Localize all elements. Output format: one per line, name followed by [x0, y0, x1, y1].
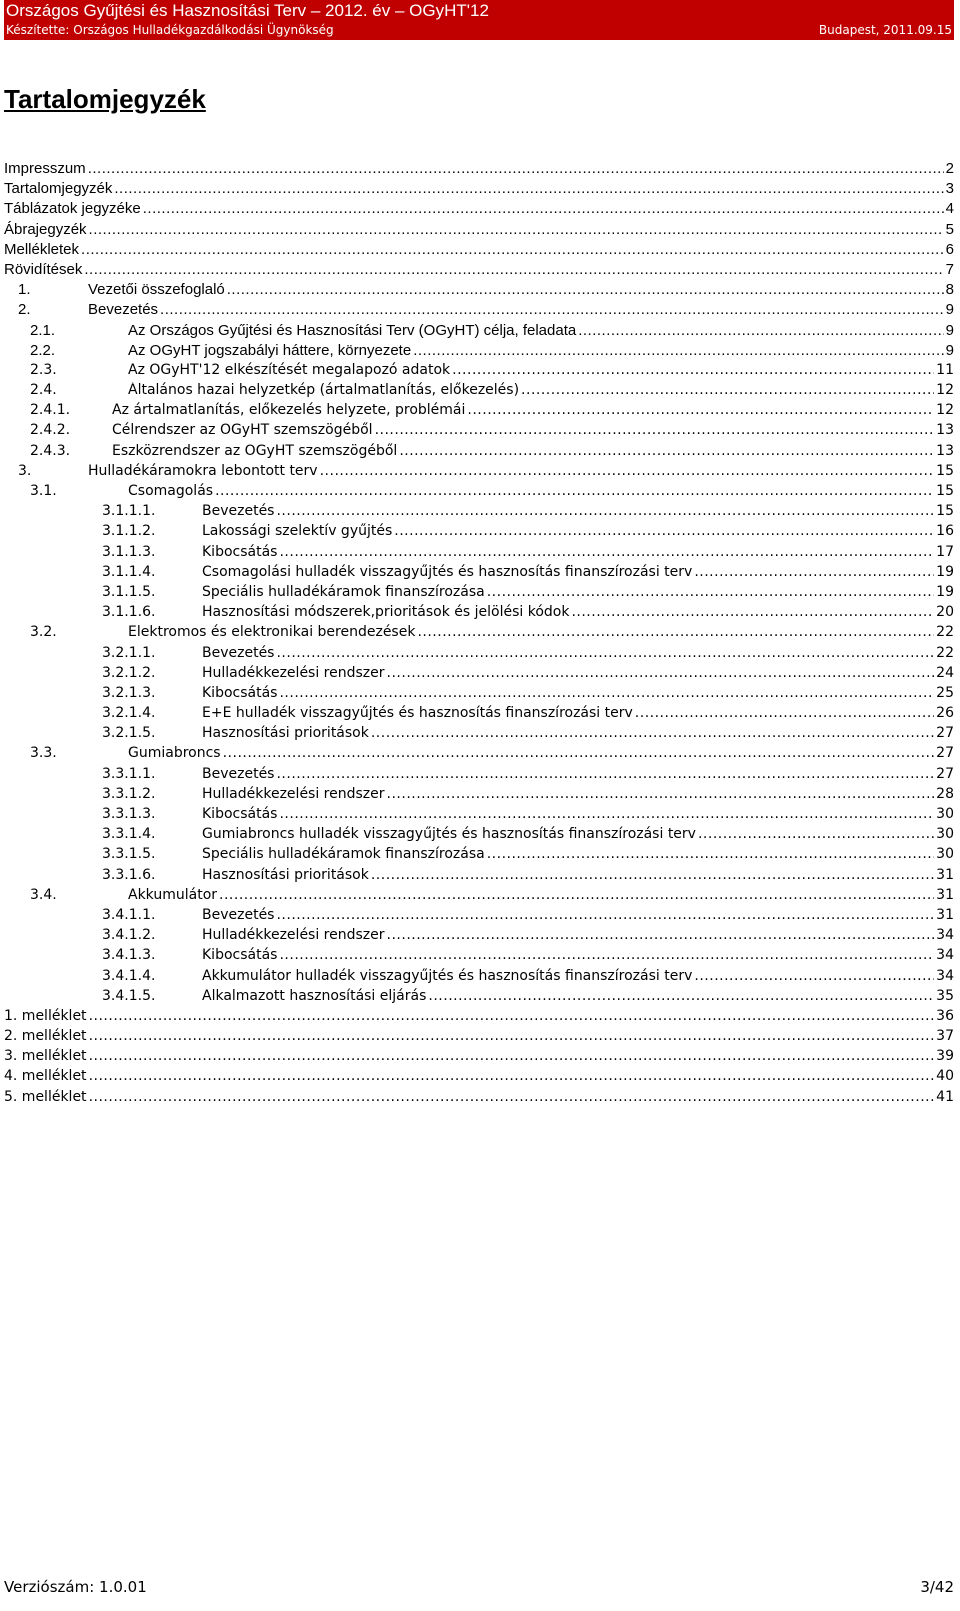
toc-entry-title[interactable]: Kibocsátás	[202, 543, 278, 560]
toc-entry-number: 3.3.1.5.	[102, 846, 156, 863]
toc-entry[interactable]	[4, 564, 954, 584]
toc-entry-page: 19	[936, 583, 954, 600]
toc-leader-dots	[698, 826, 934, 842]
toc-entry-number: 2.4.2.	[30, 422, 71, 439]
toc-entry-number: 3.4.1.1.	[102, 906, 156, 923]
toc-entry-number: 3.2.1.5.	[102, 725, 156, 742]
toc-entry-title[interactable]: Csomagolási hulladék visszagyűjtés és hasznosítás finanszírozási terv	[202, 563, 693, 580]
toc-entry-title[interactable]: Hasznosítási prioritások	[202, 866, 369, 883]
toc-entry[interactable]	[4, 927, 954, 947]
toc-entry-title[interactable]: Hulladékáramokra lebontott terv	[88, 462, 318, 479]
toc-entry-title[interactable]: Akkumulátor hulladék visszagyűjtés és hasznosítás finanszírozási terv	[202, 967, 693, 984]
toc-leader-dots	[487, 846, 934, 862]
toc-leader-dots	[487, 584, 934, 600]
toc-entry-number: 3.1.1.5.	[102, 583, 156, 600]
toc-entry-number: 3.3.	[30, 745, 57, 762]
toc-entry-title[interactable]: Bevezetés	[88, 301, 159, 319]
toc-entry-page: 36	[936, 1007, 954, 1024]
toc-entry-title[interactable]: 3. melléklet	[4, 1048, 87, 1065]
toc-entry-page: 6	[945, 240, 954, 258]
toc-entry-title[interactable]: Célrendszer az OGyHT szemszögéből	[112, 422, 373, 439]
toc-entry-title[interactable]: Impresszum	[4, 160, 86, 177]
document-title: Országos Gyűjtési és Hasznosítási Terv – 2012. év – OGyHT'12	[6, 1, 489, 20]
toc-entry[interactable]	[4, 846, 954, 866]
toc-leader-dots	[279, 685, 934, 701]
toc-entry-title[interactable]: Tartalomjegyzék	[4, 180, 113, 198]
toc-entry-page: 12	[936, 402, 954, 419]
toc-leader-dots	[375, 422, 935, 438]
page-header	[4, 0, 954, 40]
toc-entry-number: 3.4.1.5.	[102, 987, 156, 1004]
toc-leader-dots	[89, 1028, 935, 1044]
toc-entry-page: 15	[936, 503, 954, 520]
toc-entry[interactable]	[4, 968, 954, 988]
toc-entry[interactable]	[4, 382, 954, 402]
toc-leader-dots	[276, 645, 934, 661]
toc-entry-title[interactable]: Az OGyHT jogszabályi háttere, környezete	[128, 341, 412, 359]
toc-entry-title[interactable]: Gumiabroncs	[128, 745, 221, 762]
toc-entry-title[interactable]: Kibocsátás	[202, 684, 278, 701]
toc-leader-dots	[143, 200, 944, 217]
toc-leader-dots	[320, 463, 935, 479]
toc-entry[interactable]	[4, 624, 954, 644]
toc-leader-dots	[84, 261, 943, 278]
toc-entry-page: 9	[945, 321, 954, 339]
toc-entry-page: 4	[945, 200, 954, 218]
version-text: Verziószám: 1.0.01	[4, 1578, 147, 1596]
toc-entry[interactable]	[4, 402, 954, 422]
toc-leader-dots	[279, 947, 934, 963]
toc-entry-page: 27	[936, 765, 954, 782]
toc-entry[interactable]	[4, 422, 954, 442]
toc-entry-title[interactable]: 4. melléklet	[4, 1068, 87, 1085]
toc-entry-title[interactable]: Elektromos és elektronikai berendezések	[128, 624, 416, 641]
toc-entry-page: 15	[936, 462, 954, 479]
toc-entry-page: 34	[936, 947, 954, 964]
toc-leader-dots	[371, 867, 934, 883]
toc-entry-page: 8	[945, 281, 954, 299]
toc-entry-number: 3.1.1.4.	[102, 563, 156, 580]
toc-entry-page: 40	[936, 1068, 954, 1085]
toc-entry-page: 5	[945, 220, 954, 238]
toc-entry-title[interactable]: Hasznosítási prioritások	[202, 725, 369, 742]
toc-entry-page: 7	[945, 260, 954, 278]
toc-entry-page: 19	[936, 563, 954, 580]
toc-entry[interactable]	[4, 1048, 954, 1068]
toc-entry-title[interactable]: Az Országos Gyűjtési és Hasznosítási Terv (OGyHT) célja, feladata	[128, 321, 577, 339]
toc-entry[interactable]	[4, 705, 954, 725]
toc-entry[interactable]	[4, 160, 954, 180]
toc-entry[interactable]	[4, 281, 954, 301]
toc-entry-page: 28	[936, 785, 954, 802]
toc-entry-page: 31	[936, 886, 954, 903]
toc-entry-number: 3.2.1.4.	[102, 705, 156, 722]
toc-entry-title[interactable]: Gumiabroncs hulladék visszagyűjtés és hasznosítás finanszírozási terv	[202, 826, 696, 843]
toc-entry[interactable]	[4, 685, 954, 705]
toc-entry-title[interactable]: 5. melléklet	[4, 1088, 87, 1105]
toc-entry-title[interactable]: Speciális hulladékáramok finanszírozása	[202, 846, 485, 863]
toc-entry-page: 22	[936, 624, 954, 641]
toc-entry[interactable]	[4, 665, 954, 685]
toc-entry-number: 3.3.1.6.	[102, 866, 156, 883]
toc-entry-title[interactable]: Az OGyHT'12 elkészítését megalapozó adatok	[128, 361, 451, 378]
toc-entry[interactable]	[4, 584, 954, 604]
toc-leader-dots	[571, 604, 934, 620]
toc-entry-page: 30	[936, 806, 954, 822]
toc-entry-title[interactable]: Mellékletek	[4, 240, 80, 258]
toc-entry-title[interactable]: Speciális hulladékáramok finanszírozása	[202, 583, 485, 600]
toc-entry-number: 3.4.1.3.	[102, 947, 156, 964]
toc-entry-title[interactable]: 1. melléklet	[4, 1007, 87, 1024]
toc-entry-title[interactable]: Hulladékkezelési rendszer	[202, 927, 385, 944]
toc-entry-title[interactable]: Vezetői összefoglaló	[88, 281, 225, 299]
toc-entry[interactable]	[4, 645, 954, 665]
toc-leader-dots	[635, 705, 934, 721]
toc-entry-page: 2	[945, 160, 954, 177]
toc-entry[interactable]	[4, 947, 954, 967]
toc-leader-dots	[215, 483, 934, 499]
toc-entry-page: 16	[936, 523, 954, 540]
toc-entry-page: 34	[936, 927, 954, 944]
toc-leader-dots	[89, 1089, 935, 1105]
toc-leader-dots	[578, 322, 943, 339]
toc-leader-dots	[452, 362, 934, 378]
toc-entry-page: 13	[936, 422, 954, 439]
toc-leader-dots	[413, 342, 943, 359]
toc-entry[interactable]	[4, 604, 954, 624]
toc-leader-dots	[279, 544, 934, 560]
toc-entry[interactable]	[4, 301, 954, 321]
place-date-text: Budapest, 2011.09.15	[818, 23, 952, 37]
toc-entry[interactable]	[4, 221, 954, 241]
page-number: 3/42	[920, 1578, 954, 1596]
toc-entry[interactable]	[4, 806, 954, 826]
toc-entry-page: 30	[936, 846, 954, 863]
toc-entry-number: 3.4.1.4.	[102, 967, 156, 984]
toc-entry[interactable]	[4, 544, 954, 564]
toc-entry-page: 41	[936, 1088, 954, 1105]
toc-leader-dots	[114, 180, 943, 197]
toc-leader-dots	[467, 402, 934, 418]
toc-entry-number: 3.4.	[30, 886, 57, 903]
toc-entry[interactable]	[4, 887, 954, 907]
toc-entry-number: 2.4.3.	[30, 442, 71, 459]
toc-entry-page: 37	[936, 1028, 954, 1045]
toc-leader-dots	[521, 382, 934, 398]
toc-entry-number: 2.3.	[30, 361, 57, 378]
toc-entry-number: 2.2.	[30, 341, 56, 359]
toc-entry[interactable]	[4, 1089, 954, 1109]
toc-entry-number: 3.1.1.3.	[102, 543, 156, 560]
toc-entry-page: 9	[945, 301, 954, 319]
toc-entry-number: 2.4.1.	[30, 402, 71, 419]
toc-entry[interactable]	[4, 463, 954, 483]
toc-entry-number: 2.1.	[30, 321, 56, 339]
toc-entry-page: 13	[936, 442, 954, 459]
toc-leader-dots	[89, 221, 944, 238]
toc-entry-number: 3.1.	[30, 483, 57, 499]
toc-entry[interactable]	[4, 1008, 954, 1028]
toc-leader-dots	[276, 503, 934, 519]
toc-entry[interactable]	[4, 443, 954, 463]
toc-entry-page: 31	[936, 866, 954, 883]
toc-leader-dots	[160, 301, 944, 318]
toc-entry[interactable]	[4, 745, 954, 765]
toc-entry-title[interactable]: Kibocsátás	[202, 947, 278, 964]
toc-leader-dots	[276, 766, 934, 782]
toc-entry-number: 3.3.1.3.	[102, 806, 156, 822]
toc-leader-dots	[371, 725, 934, 741]
toc-entry-page: 11	[936, 361, 954, 378]
toc-entry[interactable]	[4, 725, 954, 745]
toc-leader-dots	[89, 1008, 935, 1024]
page-footer	[4, 1578, 954, 1596]
toc-entry-title[interactable]: Eszközrendszer az OGyHT szemszögéből	[112, 442, 398, 459]
toc-leader-dots	[694, 968, 934, 984]
toc-entry-number: 2.4.	[30, 382, 57, 399]
toc-leader-dots	[387, 665, 935, 681]
toc-entry-title[interactable]: Csomagolás	[128, 483, 214, 499]
toc-entry-title[interactable]: Bevezetés	[202, 644, 275, 661]
toc-entry[interactable]	[4, 322, 954, 342]
toc-entry-title[interactable]: E+E hulladék visszagyűjtés és hasznosítás finanszírozási terv	[202, 705, 633, 722]
toc-entry-page: 27	[936, 725, 954, 742]
toc-leader-dots	[89, 1068, 935, 1084]
toc-entry-page: 27	[936, 745, 954, 762]
toc-entry[interactable]	[4, 786, 954, 806]
toc-entry-page: 15	[936, 483, 954, 499]
toc-leader-dots	[694, 564, 934, 580]
toc-entry-title[interactable]: Hulladékkezelési rendszer	[202, 785, 385, 802]
toc-entry-page: 24	[936, 664, 954, 681]
toc-entry-page: 25	[936, 684, 954, 701]
toc-entry-title[interactable]: Akkumulátor	[128, 886, 218, 903]
toc-leader-dots	[276, 907, 934, 923]
toc-entry-page: 26	[936, 705, 954, 722]
toc-entry[interactable]	[4, 826, 954, 846]
header-subline	[4, 22, 954, 40]
toc-entry-number: 3.3.1.1.	[102, 765, 156, 782]
toc-entry-page: 22	[936, 644, 954, 661]
toc-entry-number: 3.1.1.6.	[102, 604, 156, 621]
toc-entry-title[interactable]: Rövidítések	[4, 260, 83, 278]
author-text: Készítette: Országos Hulladékgazdálkodási Ügynökség	[6, 23, 334, 37]
toc-entry-page: 30	[936, 826, 954, 843]
toc-entry-number: 2.	[18, 301, 31, 319]
toc-leader-dots	[428, 988, 934, 1004]
toc-entry-number: 3.2.1.3.	[102, 684, 156, 701]
toc-entry-title[interactable]: Hulladékkezelési rendszer	[202, 664, 385, 681]
toc-entry-number: 3.1.1.1.	[102, 503, 156, 520]
toc-entry[interactable]	[4, 867, 954, 887]
toc-entry[interactable]	[4, 180, 954, 200]
toc-entry-page: 39	[936, 1048, 954, 1065]
toc-entry-page: 12	[936, 382, 954, 399]
toc-entry-page: 20	[936, 604, 954, 621]
toc-entry-number: 3.3.1.2.	[102, 785, 156, 802]
toc-entry-title[interactable]: Kibocsátás	[202, 806, 278, 822]
toc-entry-page: 34	[936, 967, 954, 984]
toc-leader-dots	[279, 806, 934, 822]
toc-leader-dots	[394, 523, 934, 539]
toc-entry-title[interactable]: Hasznosítási módszerek,prioritások és jelölési kódok	[202, 604, 570, 621]
toc-entry[interactable]	[4, 523, 954, 543]
toc-entry[interactable]	[4, 241, 954, 261]
toc-entry-number: 3.2.1.2.	[102, 664, 156, 681]
toc-entry-title[interactable]: Az ártalmatlanítás, előkezelés helyzete, problémái	[112, 402, 466, 419]
toc-entry-number: 3.2.	[30, 624, 57, 641]
toc-entry-number: 3.4.1.2.	[102, 927, 156, 944]
toc-entry-page: 3	[945, 180, 954, 198]
toc-entry[interactable]	[4, 362, 954, 382]
toc-leader-dots	[227, 281, 944, 298]
toc-entry-number: 3.2.1.1.	[102, 644, 156, 661]
toc-entry[interactable]	[4, 1028, 954, 1048]
toc-entry-page: 35	[936, 987, 954, 1004]
toc-entry-page: 31	[936, 906, 954, 923]
toc-entry[interactable]	[4, 342, 954, 362]
toc-leader-dots	[387, 786, 935, 802]
toc-entry[interactable]	[4, 200, 954, 220]
toc-leader-dots	[81, 241, 944, 258]
toc-entry[interactable]	[4, 503, 954, 523]
toc-entry-title[interactable]: 2. melléklet	[4, 1028, 87, 1045]
toc-leader-dots	[219, 887, 934, 903]
toc-entry[interactable]	[4, 907, 954, 927]
toc-entry[interactable]	[4, 1068, 954, 1088]
toc-entry-number: 3.1.1.2.	[102, 523, 156, 540]
toc-entry-number: 3.3.1.4.	[102, 826, 156, 843]
toc-entry-page: 17	[936, 543, 954, 560]
toc-leader-dots	[417, 624, 934, 640]
toc-entry-number: 1.	[18, 281, 31, 299]
toc-heading: Tartalomjegyzék	[4, 84, 206, 114]
toc-leader-dots	[387, 927, 935, 943]
toc-leader-dots	[89, 1048, 935, 1064]
toc-entry[interactable]	[4, 766, 954, 786]
toc-entry-title[interactable]: Általános hazai helyzetkép (ártalmatlanítás, előkezelés)	[128, 382, 520, 399]
toc-entry-title[interactable]: Lakossági szelektív gyűjtés	[202, 523, 393, 540]
table-of-contents	[4, 160, 954, 1109]
toc-entry-number: 3.	[18, 462, 32, 479]
toc-entry-title[interactable]: Alkalmazott hasznosítási eljárás	[202, 987, 427, 1004]
toc-leader-dots	[88, 160, 944, 177]
toc-entry[interactable]	[4, 988, 954, 1008]
toc-entry-title[interactable]: Bevezetés	[202, 906, 275, 923]
toc-leader-dots	[223, 745, 935, 761]
toc-leader-dots	[399, 443, 934, 459]
toc-entry-title[interactable]: Ábrajegyzék	[4, 220, 87, 238]
toc-entry-title[interactable]: Bevezetés	[202, 503, 275, 520]
toc-entry[interactable]	[4, 483, 954, 503]
toc-entry-page: 9	[945, 341, 954, 359]
toc-entry[interactable]	[4, 261, 954, 281]
toc-entry-title[interactable]: Táblázatok jegyzéke	[4, 200, 141, 218]
toc-entry-title[interactable]: Bevezetés	[202, 765, 275, 782]
